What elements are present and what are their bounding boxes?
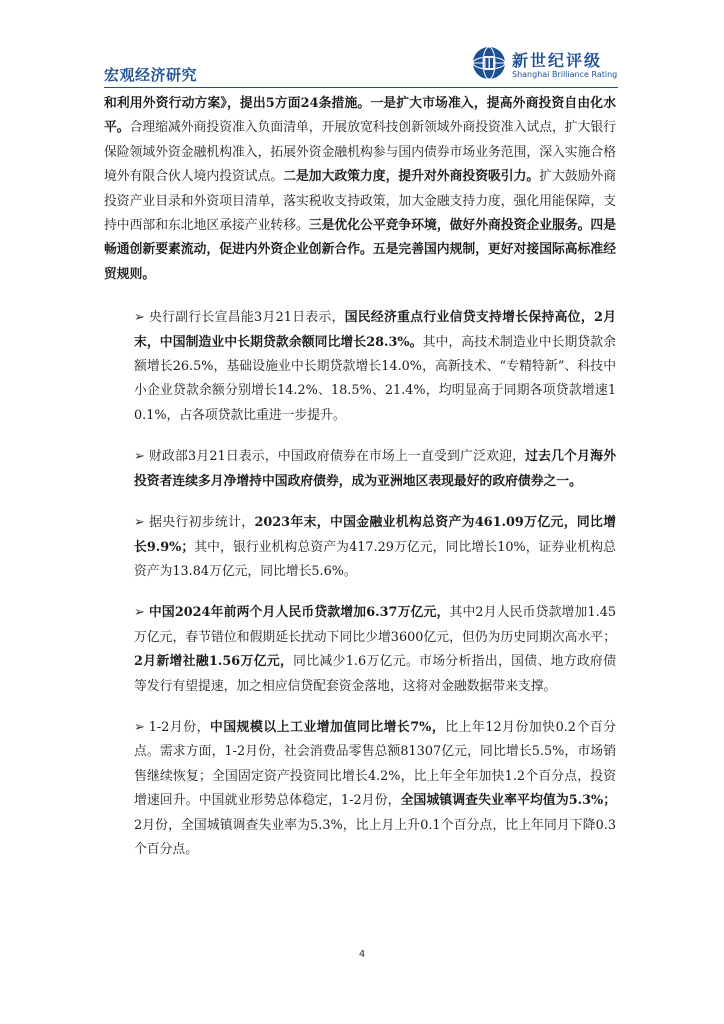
bullet-arrow-icon: ➢ (134, 310, 145, 326)
paragraph (104, 716, 616, 862)
body-text: 1-2月份， (148, 719, 210, 735)
bold-text: 2月新增社融1.56万亿元， (134, 654, 294, 670)
globe-icon (472, 46, 506, 80)
bold-text: 中国2024年前两个月人民币贷款增加6.37万亿元， (148, 605, 450, 621)
body-text: 比上年12月份加快0.2个百分点。需求方面，1-2月份，社会消费品零售总额81307亿元，同比增长5.5%，市场销售继续恢复；全国固定资产投资同比增长4.2%，比上年全年加快1.2个百分点，投资增速回升。中国就业形势总体稳定，1-2月份， (134, 719, 616, 809)
paragraph (104, 445, 616, 494)
bullet-arrow-icon: ➢ (134, 605, 145, 621)
company-logo (472, 46, 620, 86)
paragraph (104, 92, 616, 287)
bold-text: 全国城镇调查失业率平均值为5.3%； (400, 793, 616, 809)
logo-chinese-name: 新世纪评级 (512, 51, 603, 70)
body-text: 扩大鼓励外商投资产业目录和外资项目清单，落实税收支持政策，加大金融支持力度，强化用能保障，支持中西部和东北地区承接产业转移。 (104, 169, 617, 234)
paragraph (104, 511, 616, 584)
logo-english-name: Shanghai Brilliance Rating (512, 70, 618, 79)
page-number: 4 (358, 949, 366, 960)
body-text: 其中，银行业机构总资产为417.29万亿元，同比增长10%，证券业机构总资产为13.84万亿元，同比增长5.6%。 (134, 539, 616, 579)
bold-text: 和利用外资行动方案》，提出5方面24条措施。一是扩大市场准入，提高外商投资自由化水平。 (104, 96, 616, 136)
section-title: 宏观经济研究 (104, 66, 198, 84)
bold-text: 2023年末，中国金融业机构总资产为461.09万亿元，同比增长9.9%； (134, 515, 617, 555)
body-text: 同比减少1.6万亿元。市场分析指出，国债、地方政府债等发行有望提速，加之相应信贷配套资金落地，这将对金融数据带来支撑。 (134, 654, 616, 694)
body-text: 其中，高技术制造业中长期贷款余额增长26.5%，基础设施业中长期贷款增长14.0%，高新技术、“专精特新”、科技中小企业贷款余额分别增长14.2%、18.5%、21.4%，均明显高于同期各项贷款增速10.1%，占各项贷款比重进一步提升。 (134, 334, 617, 423)
body-text: 财政部3月21日表示，中国政府债券在市场上一直受到广泛欢迎， (148, 449, 526, 465)
bullet-arrow-icon: ➢ (134, 719, 145, 735)
bullet-arrow-icon: ➢ (134, 449, 145, 465)
bold-text: 二是加大政策力度，提升对外商投资吸引力。 (283, 169, 540, 185)
body-text: 据央行初步统计， (148, 515, 255, 531)
bold-text: 国民经济重点行业信贷支持增长保持高位，2月末，中国制造业中长期贷款余额同比增长28.3%。 (134, 310, 616, 350)
bold-text: 过去几个月海外投资者连续多月净增持中国政府债券，成为亚洲地区表现最好的政府债券之一。 (134, 449, 616, 489)
bullet-arrow-icon: ➢ (134, 515, 145, 531)
paragraph (104, 306, 616, 428)
bold-text: 中国规模以上工业增加值同比增长7%， (209, 719, 446, 735)
paragraph (104, 601, 616, 699)
header-divider (104, 87, 618, 88)
body-content (104, 92, 616, 879)
body-text: 合理缩减外商投资准入负面清单，开展放宽科技创新领域外商投资准入试点，扩大银行保险领域外资金融机构准入，拓展外资金融机构参与国内债券市场业务范围，深入实施合格境外有限合伙人境内投资试点。 (104, 120, 617, 185)
bold-text: 三是优化公平竞争环境，做好外商投资企业服务。四是畅通创新要素流动，促进内外资企业创新合作。五是完善国内规制，更好对接国际高标准经贸规则。 (104, 218, 617, 282)
body-text: 2月份，全国城镇调查失业率为5.3%，比上月上升0.1个百分点，比上年同月下降0.3个百分点。 (134, 817, 616, 857)
body-text: 其中2月人民币贷款增加1.45万亿元，春节错位和假期延长扰动下同比少增3600亿元，但仍为历史同期次高水平； (134, 605, 616, 645)
body-text: 央行副行长宣昌能3月21日表示， (148, 310, 345, 326)
